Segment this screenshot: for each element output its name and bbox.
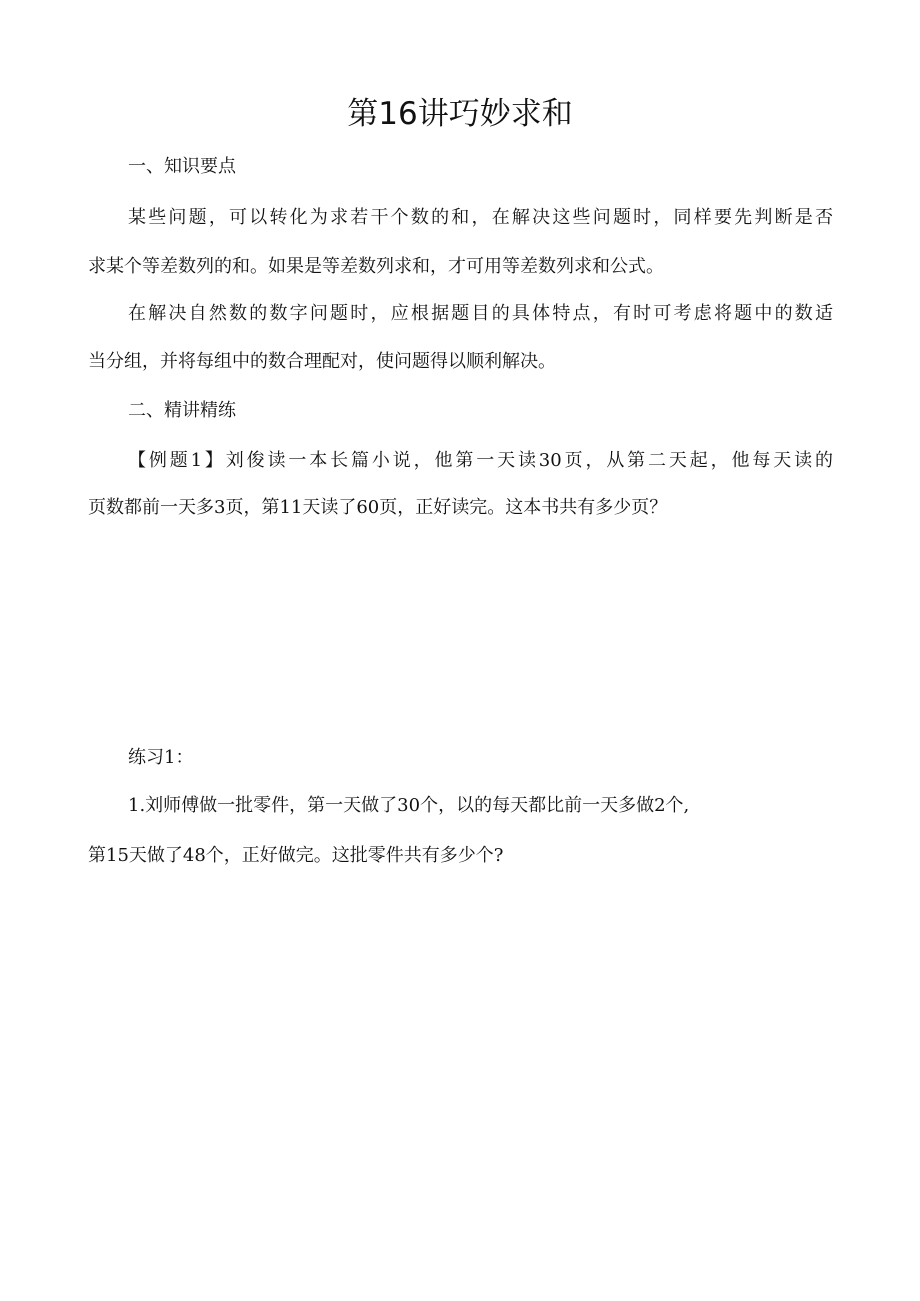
section-heading-practice: 二、精讲精练 — [128, 400, 236, 421]
paragraph-2-line-2: 当分组，并将每组中的数合理配对，使问题得以顺利解决。 — [88, 351, 556, 372]
page-title: 第16讲巧妙求和 — [347, 96, 573, 132]
exercise-1-line-2: 第15天做了48个，正好做完。这批零件共有多少个? — [88, 845, 504, 866]
exercise-1-line-1: 1.刘师傅做一批零件，第一天做了30个，以的每天都比前一天多做2个, — [128, 795, 690, 816]
example-1-line-2: 页数都前一天多3页，第11天读了60页，正好读完。这本书共有多少页？ — [88, 497, 668, 518]
exercise-1-heading: 练习1： — [128, 747, 194, 768]
paragraph-1-line-1: 某些问题，可以转化为求若干个数的和，在解决这些问题时，同样要先判断是否 — [128, 207, 833, 228]
section-heading-knowledge: 一、知识要点 — [128, 156, 236, 177]
example-1-line-1: 【例题1】刘俊读一本长篇小说，他第一天读30页，从第二天起，他每天读的 — [128, 450, 833, 471]
paragraph-1-line-2: 求某个等差数列的和。如果是等差数列求和，才可用等差数列求和公式。 — [88, 256, 664, 277]
paragraph-2-line-1: 在解决自然数的数字问题时，应根据题目的具体特点，有时可考虑将题中的数适 — [128, 303, 833, 324]
